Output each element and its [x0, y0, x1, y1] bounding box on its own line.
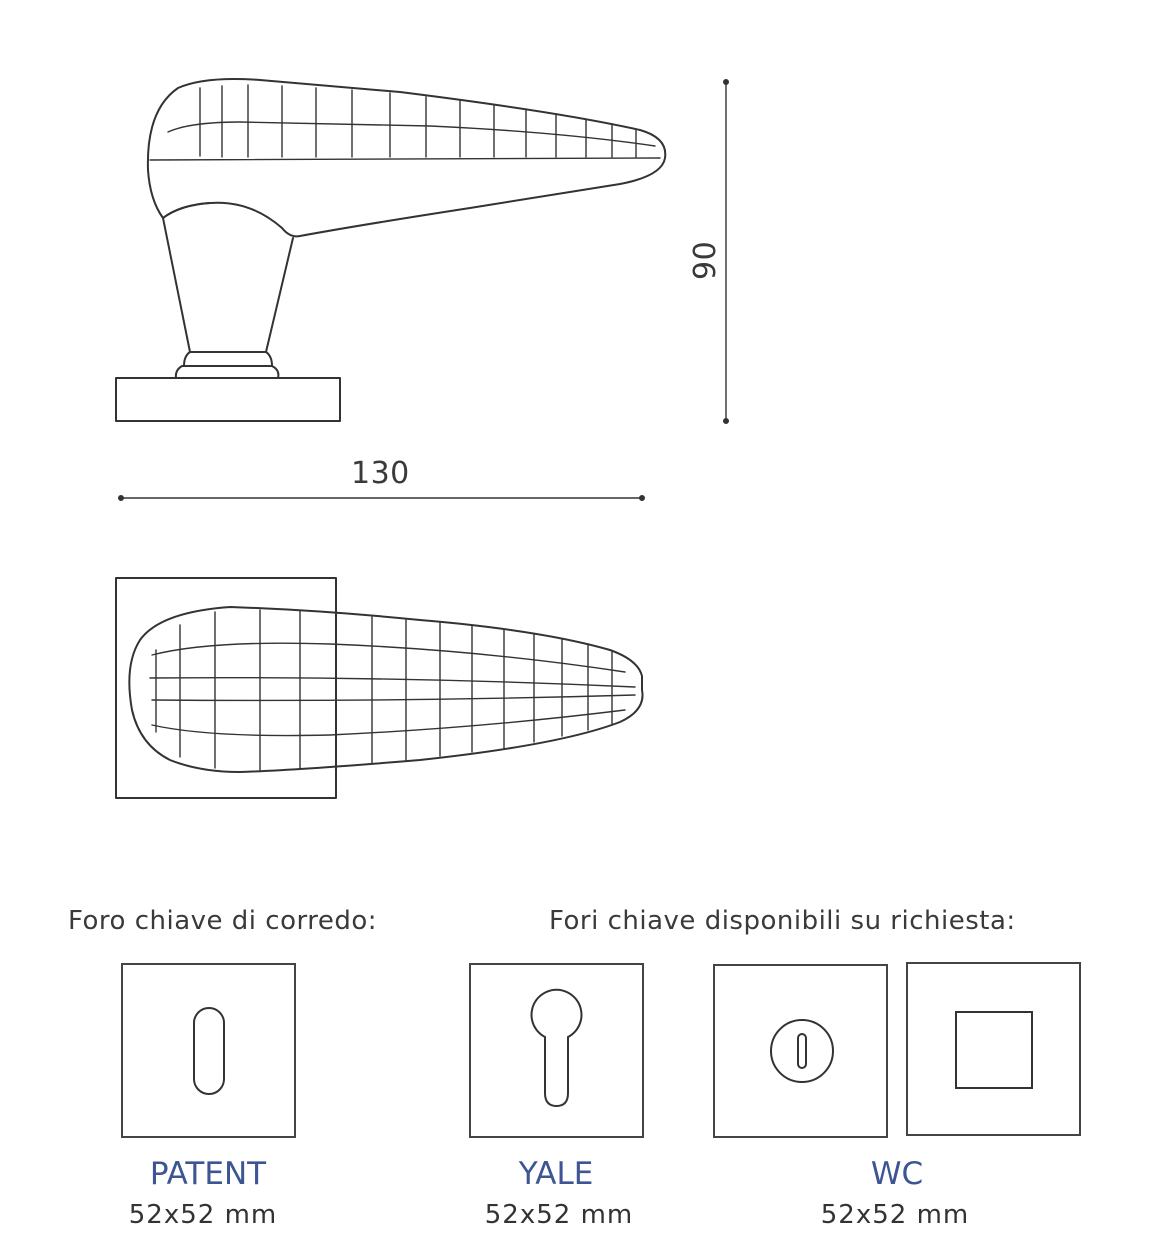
- side-view: [116, 79, 665, 421]
- wc-release-icon: [715, 966, 886, 1136]
- height-dimension: [724, 80, 728, 423]
- width-label: 130: [351, 456, 410, 491]
- side-rosette: [116, 378, 340, 421]
- yale-keyhole-icon: [471, 965, 642, 1136]
- wc-name: WC: [870, 1156, 924, 1192]
- yale-name: YALE: [518, 1156, 594, 1192]
- patent-plate: [121, 963, 296, 1138]
- yale-plate: [469, 963, 644, 1138]
- top-view: [116, 578, 643, 798]
- top-texture: [150, 610, 635, 770]
- side-collar: [176, 366, 279, 378]
- patent-name: PATENT: [149, 1156, 267, 1192]
- yale-size: 52x52 mm: [484, 1200, 634, 1230]
- wc-size: 52x52 mm: [820, 1200, 970, 1230]
- side-neck: [163, 218, 293, 352]
- wc-plate-thumbturn: [906, 962, 1081, 1136]
- wc-thumbturn-icon: [908, 964, 1079, 1134]
- patent-keyhole-icon: [123, 965, 294, 1136]
- wc-plate-release: [713, 964, 888, 1138]
- top-grip: [129, 607, 642, 772]
- side-texture: [150, 85, 660, 160]
- optional-keyhole-heading: Fori chiave disponibili su richiesta:: [549, 906, 1016, 936]
- patent-size: 52x52 mm: [128, 1200, 278, 1230]
- height-label: 90: [688, 240, 723, 280]
- standard-keyhole-heading: Foro chiave di corredo:: [68, 906, 378, 936]
- width-dimension: [119, 496, 644, 500]
